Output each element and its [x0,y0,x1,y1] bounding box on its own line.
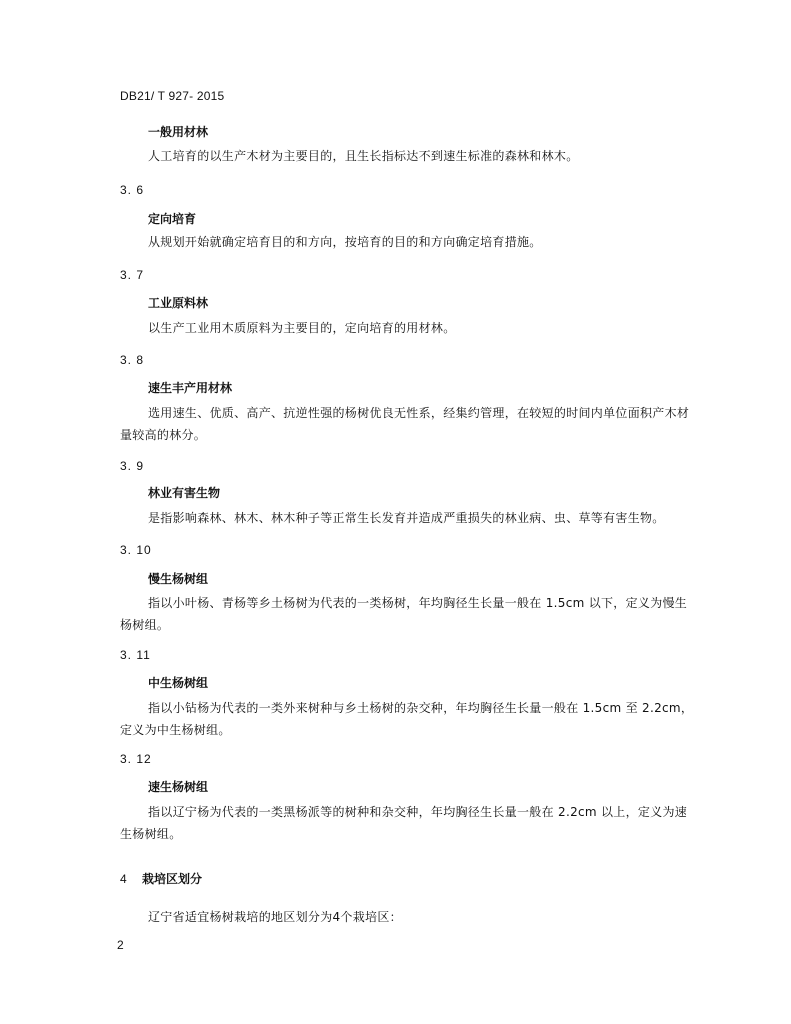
term-title: 一般用材林 [148,125,209,139]
term-definition: 指以辽宁杨为代表的一类黑杨派等的树种和杂交种，年均胸径生长量一般在 2.2cm 以上，定义为速生杨树组。 [120,805,688,841]
term-title: 中生杨树组 [148,676,209,690]
term-definition: 指以小钻杨为代表的一类外来树种与乡土杨树的杂交种，年均胸径生长量一般在 1.5cm 至 2.2cm，定义为中生杨树组。 [120,701,694,737]
term-definition: 从规划开始就确定培育目的和方向，按培育的目的和方向确定培育措施。 [148,235,542,249]
clause-number: 3. 11 [120,648,151,662]
term-definition: 人工培育的以生产木材为主要目的，且生长指标达不到速生标准的森林和林木。 [148,149,579,163]
section-intro: 辽宁省适宜杨树栽培的地区划分为4个栽培区： [148,910,402,924]
term-title: 慢生杨树组 [148,572,209,586]
term-definition: 以生产工业用木质原料为主要目的，定向培育的用材林。 [148,321,456,335]
page-number: 2 [117,938,124,952]
clause-number: 3. 9 [120,459,145,473]
section-heading [120,870,202,887]
term-definition: 指以小叶杨、青杨等乡土杨树为代表的一类杨树，年均胸径生长量一般在 1.5cm 以下，定义为慢生杨树组。 [120,596,688,632]
clause-number: 3. 8 [120,353,145,367]
term-title: 速生杨树组 [148,780,209,794]
section-number: 4 [120,872,127,886]
term-definition: 是指影响森林、林木、林木种子等正常生长发育并造成严重损失的林业病、虫、草等有害生物。 [148,511,665,525]
term-title: 工业原料林 [148,296,209,310]
term-title: 定向培育 [148,212,197,226]
clause-number: 3. 7 [120,268,145,282]
clause-number: 3. 12 [120,752,152,766]
term-title: 林业有害生物 [148,486,221,500]
clause-number: 3. 10 [120,543,152,557]
standard-code: DB21/ T 927- 2015 [120,89,225,103]
clause-number: 3. 6 [120,183,145,197]
term-title: 速生丰产用材林 [148,381,233,395]
term-definition: 选用速生、优质、高产、抗逆性强的杨树优良无性系，经集约管理，在较短的时间内单位面积产木材量较高的林分。 [120,406,690,442]
section-title: 栽培区划分 [142,872,203,886]
